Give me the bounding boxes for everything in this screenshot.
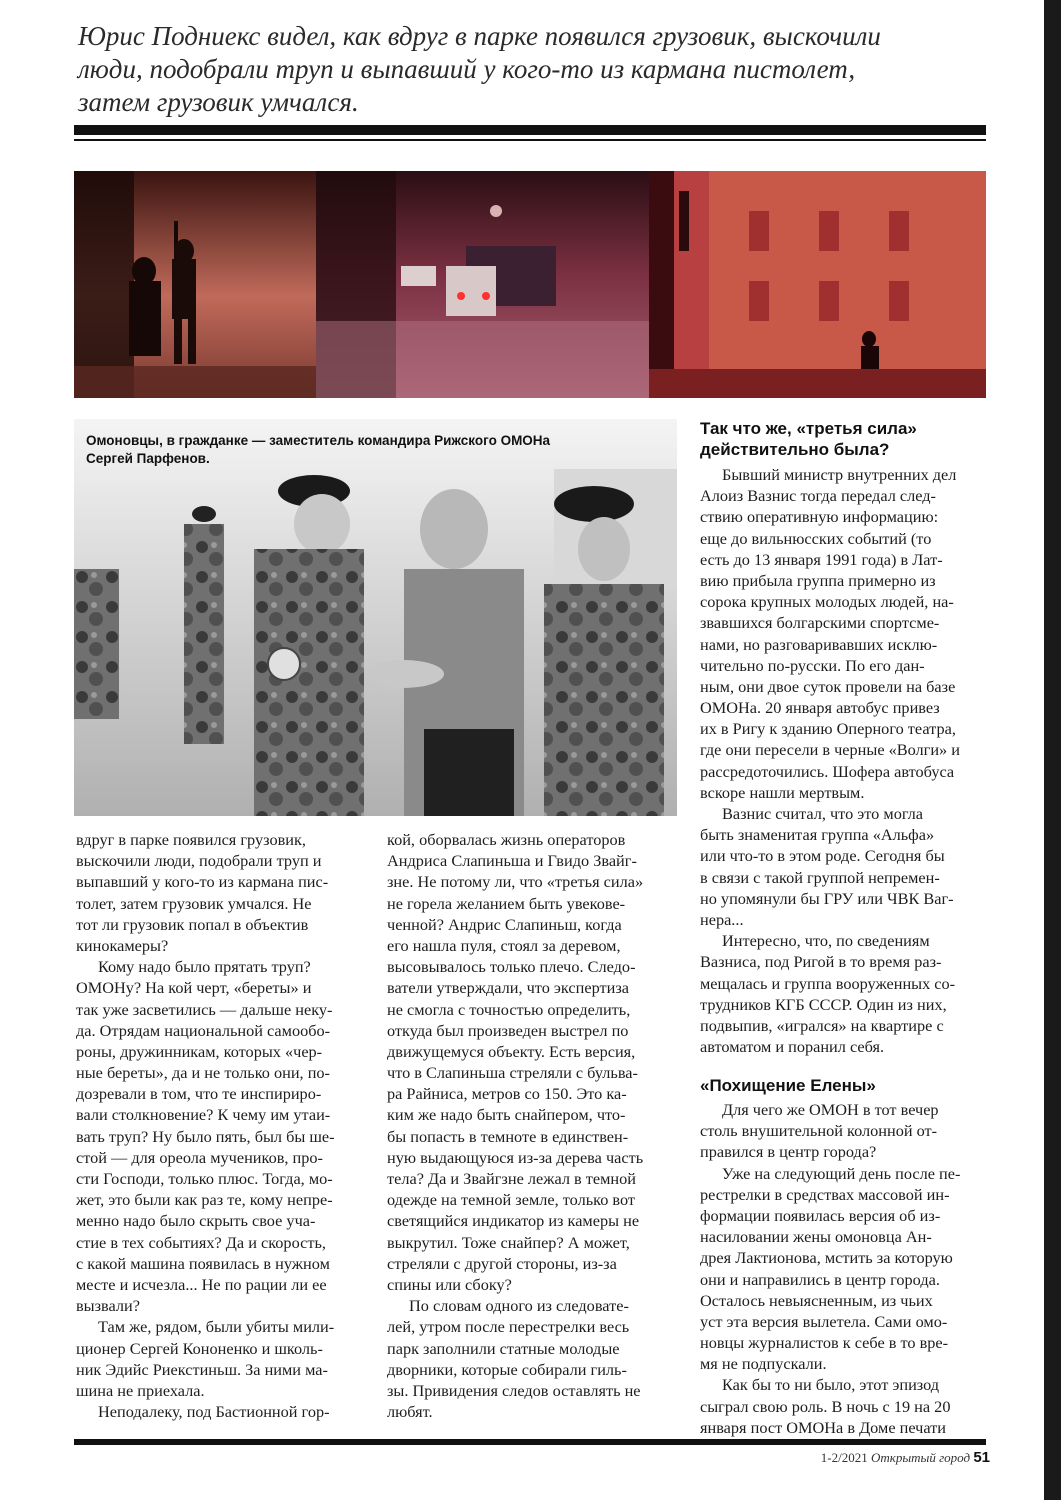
text-line: кой, оборвалась жизнь операторов — [387, 830, 626, 849]
text-line: чительно по-русски. По его дан- — [700, 655, 925, 675]
photo-soldiers-at-night — [74, 171, 316, 398]
text-line: дворники, которые собирали гиль- — [387, 1359, 627, 1379]
page-edge-bar — [1044, 0, 1061, 1500]
section-heading-line: действительно была? — [700, 440, 890, 459]
text-line: да. Отрядам национальной самообо- — [76, 1020, 331, 1040]
text-line: Кому надо было прятать труп? — [98, 957, 311, 977]
text-line: где они пересели в черные «Волги» и — [700, 740, 960, 760]
top-rule — [74, 125, 986, 135]
magazine-name: Открытый город — [870, 1450, 971, 1465]
text-line: Как бы то ни было, этот эпизод — [722, 1375, 940, 1395]
section-heading-line: Так что же, «третья сила» — [700, 419, 917, 438]
pull-quote — [78, 20, 978, 119]
text-line: зне. Не потому ли, что «третья сила» — [387, 872, 644, 892]
section-heading-2: «Похищение Елены» — [700, 1076, 876, 1095]
text-line: января пост ОМОНа в Доме печати — [700, 1417, 946, 1437]
section-heading — [700, 418, 988, 460]
text-line: сыграл свою роль. В ночь с 19 на 20 — [700, 1396, 951, 1416]
text-line: так уже засветились — дальше неку- — [76, 999, 333, 1019]
text-line: вдруг в парке появился грузовик, — [76, 830, 306, 849]
text-line: выкрутил. Тоже снайпер? А может, — [387, 1232, 630, 1252]
column-3-lower-text — [700, 1099, 988, 1438]
text-line: стой — для ореола мучеников, про- — [76, 1147, 323, 1167]
text-line: ционер Сергей Кононенко и школь- — [76, 1338, 323, 1358]
text-line: вали столкновение? К чему им утаи- — [76, 1105, 331, 1125]
text-line: вскоре нашли мертвым. — [700, 782, 865, 802]
text-line: спины или сбоку? — [387, 1274, 512, 1294]
text-line: ным, они двое суток провели на базе — [700, 676, 956, 696]
text-line: ра Райниса, метров со 150. Это ка- — [387, 1084, 627, 1104]
pull-quote-line: люди, подобрали труп и выпавший у кого-то из кармана пистолет, — [78, 54, 856, 84]
top-rule-thin — [74, 139, 986, 141]
photo-caption-line: Сергей Парфенов. — [86, 451, 210, 466]
text-line: ные береты», да и не только они, по- — [76, 1063, 330, 1083]
text-line: вию прибыла группа примерно из — [700, 570, 936, 590]
text-line: ватели утверждали, что экспертиза — [387, 978, 629, 998]
text-line: сорока крупных молодых людей, на- — [700, 592, 954, 612]
text-line: нами, но разговаривавших исклю- — [700, 634, 938, 654]
text-line: нера... — [700, 909, 744, 929]
text-line: откуда был произведен выстрел по — [387, 1020, 629, 1040]
bottom-rule — [74, 1439, 986, 1445]
issue-number: 1-2/2021 — [820, 1450, 868, 1465]
text-line: зы. Привидения следов оставлять не — [387, 1380, 641, 1400]
text-line: что в Слапиньша стреляли с бульва- — [387, 1063, 638, 1083]
text-line: менно надо было скрыть свое уча- — [76, 1211, 316, 1231]
night-photo-strip — [74, 171, 986, 398]
text-line: формации появилась версия об из- — [700, 1205, 941, 1225]
text-line: месте и исчезла... Не по рации ли ее — [76, 1274, 327, 1294]
text-line: тот ли грузовик попал в объектив — [76, 914, 309, 934]
text-line: дрея Лактионова, мстить за которую — [700, 1248, 953, 1268]
text-line: трудников КГБ СССР. Один из них, — [700, 994, 947, 1014]
body-column-3 — [700, 418, 988, 1057]
text-line: насиловании жены омоновца Ан- — [700, 1227, 932, 1247]
text-line: ную выдающуюся из-за дерева часть — [387, 1147, 644, 1167]
text-line: толет, затем грузовик умчался. Не — [76, 893, 312, 913]
text-line: жет, это были как раз те, кому непре- — [76, 1190, 333, 1210]
text-line: звавшихся болгарскими спортсме- — [700, 613, 940, 633]
text-line: автоматом и поранил себя. — [700, 1037, 885, 1057]
text-line: уст эта версия вылетела. Сами омо- — [700, 1311, 948, 1331]
text-line: кинокамеры? — [76, 935, 169, 955]
text-line: Уже на следующий день после пе- — [722, 1163, 961, 1183]
text-line: вызвали? — [76, 1296, 140, 1316]
text-line: Бывший министр внутренних дел — [722, 465, 957, 484]
text-line: одежде на темной земле, только вот — [387, 1190, 636, 1210]
text-line: Вазниса, под Ригой в то время раз- — [700, 952, 942, 972]
text-line: ким же надо быть снайпером, что- — [387, 1105, 626, 1125]
page-number: 51 — [973, 1449, 990, 1466]
text-line: столь внушительной колонной от- — [700, 1121, 938, 1141]
text-line: Там же, рядом, были убиты мили- — [98, 1317, 335, 1337]
text-line: но упомянули бы ГРУ или ЧВК Ваг- — [700, 888, 954, 908]
text-line: ченной? Андрис Слапиньш, когда — [387, 914, 622, 934]
photo-caption — [86, 432, 656, 468]
text-line: стреляли с другой стороны, из-за — [387, 1253, 617, 1273]
body-column-2 — [387, 829, 677, 1422]
text-line: дозревали в том, что те инспириро- — [76, 1084, 322, 1104]
text-line: есть до 13 января 1991 года) в Лат- — [700, 549, 943, 569]
text-line: правился в центр города? — [700, 1142, 877, 1162]
text-line: они и направились в центр города. — [700, 1269, 940, 1289]
text-line: еще до вильнюсских событий (то — [700, 528, 932, 548]
text-line: Для чего же ОМОН в тот вечер — [722, 1100, 939, 1119]
text-line: рассредоточились. Шофера автобуса — [700, 761, 955, 781]
photo-building-runner — [649, 171, 986, 398]
text-line: Алоиз Вазнис тогда передал след- — [700, 486, 936, 506]
text-line: Интересно, что, по сведениям — [722, 931, 930, 951]
text-line: не горела желанием быть увекове- — [387, 893, 626, 913]
page-footer — [700, 1449, 990, 1467]
text-line: выскочили люди, подобрали труп и — [76, 851, 322, 871]
text-line: светящийся индикатор из камеры не — [387, 1211, 640, 1231]
text-line: или что-то в этом роде. Сегодня бы — [700, 846, 945, 866]
text-line: высовывалось только плечо. Следо- — [387, 957, 636, 977]
text-line: быть знаменитая группа «Альфа» — [700, 825, 935, 845]
text-line: бы попасть в темноте в единствен- — [387, 1126, 629, 1146]
pull-quote-line: Юрис Подниекс видел, как вдруг в парке появился грузовик, выскочили — [78, 21, 881, 51]
body-column-3-lower — [700, 1075, 988, 1438]
text-line: Осталось невыясненным, из чьих — [700, 1290, 933, 1310]
text-line: мя не подпускали. — [700, 1354, 827, 1374]
text-line: сти Господи, только плюс. Тогда, мо- — [76, 1169, 333, 1188]
text-line: любят. — [387, 1402, 433, 1422]
text-line: движущемуся объекту. Есть версия, — [387, 1041, 636, 1061]
pull-quote-line: затем грузовик умчался. — [78, 87, 359, 117]
text-line: ОМОНа. 20 января автобус привез — [700, 698, 940, 718]
text-line: парк заполнили статные молодые — [387, 1338, 620, 1358]
text-line: его нашла пуля, стоял за деревом, — [387, 935, 621, 955]
text-line: роны, дружинникам, которых «чер- — [76, 1041, 323, 1061]
text-line: Андриса Слапиньша и Гвидо Звайг- — [387, 851, 637, 871]
text-line: шина не приехала. — [76, 1380, 205, 1400]
text-line: новцы журналистов к себе в то вре- — [700, 1333, 949, 1353]
column-3-text — [700, 464, 988, 1057]
photo-caption-line: Омоновцы, в гражданке — заместитель командира Рижского ОМОНа — [86, 433, 551, 448]
text-line: в связи с такой группой непремен- — [700, 867, 940, 887]
text-line: рестрелки в средствах массовой ин- — [700, 1184, 950, 1204]
text-line: их в Ригу к зданию Оперного театра, — [700, 719, 956, 739]
text-line: стие в тех событиях? Да и скорость, — [76, 1232, 326, 1252]
text-line: ствию оперативную информацию: — [700, 507, 939, 527]
text-line: Неподалеку, под Бастионной гор- — [98, 1402, 330, 1422]
photo-street-vehicles — [316, 171, 649, 398]
text-line: По словам одного из следовате- — [409, 1296, 629, 1316]
text-line: выпавший у кого-то из кармана пис- — [76, 872, 329, 892]
text-line: вать труп? Ну было пять, был бы ше- — [76, 1126, 335, 1146]
body-column-1 — [76, 829, 370, 1422]
text-line: подвыпив, «игрался» на квартире с — [700, 1015, 944, 1035]
text-line: тела? Да и Звайгзне лежал в темной — [387, 1169, 636, 1188]
text-line: не смогла с точностью определить, — [387, 999, 631, 1019]
text-line: лей, утром после перестрелки весь — [387, 1317, 630, 1337]
text-line: мещалась и группа вооруженных со- — [700, 973, 956, 993]
text-line: с какой машина появилась в нужном — [76, 1253, 330, 1273]
text-line: ОМОНу? На кой черт, «береты» и — [76, 978, 312, 998]
photo-omon-officers — [74, 419, 677, 816]
text-line: Вазнис считал, что это могла — [722, 804, 924, 823]
text-line: ник Эдийс Риекстиньш. За ними ма- — [76, 1359, 328, 1379]
